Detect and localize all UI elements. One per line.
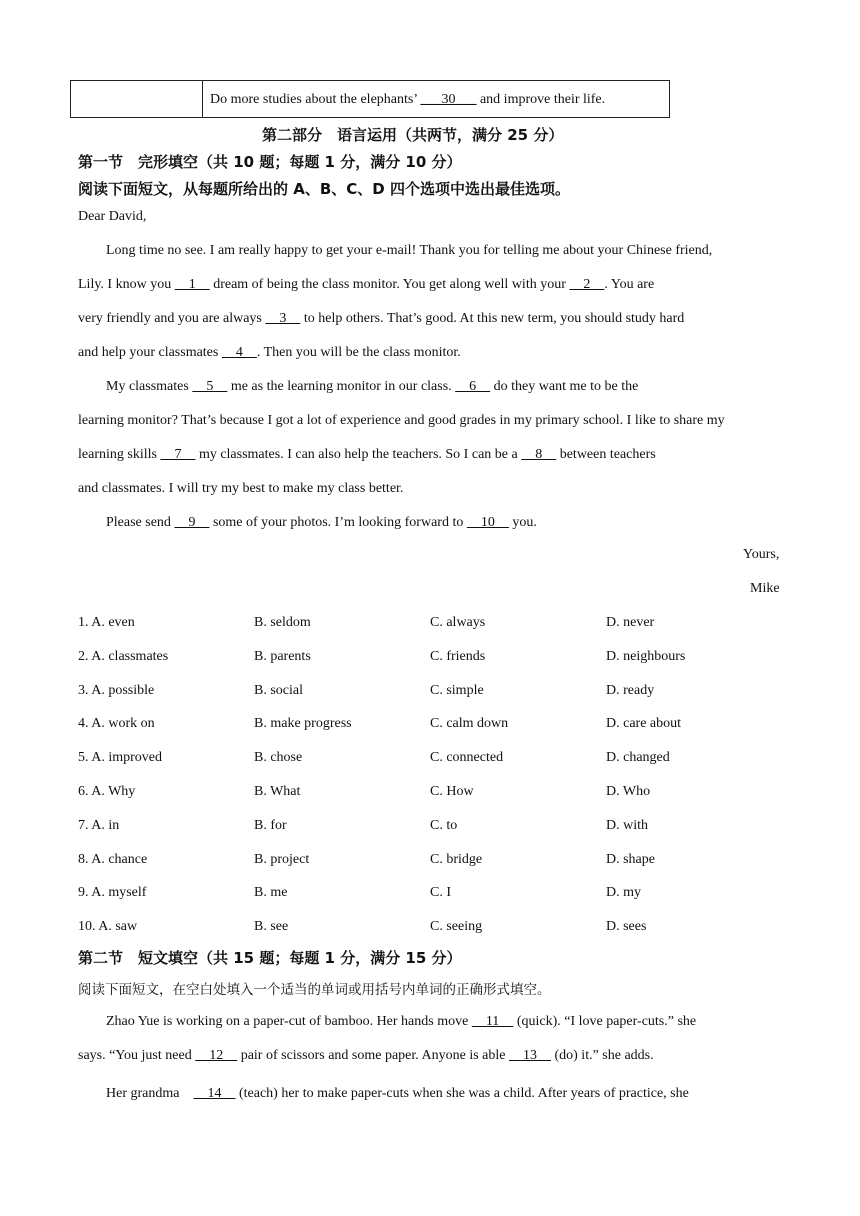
table-empty-cell xyxy=(71,81,203,117)
table-text-end: and improve their life. xyxy=(476,92,606,107)
answer-blank: 13 xyxy=(508,1048,551,1063)
option-b: B. chose xyxy=(254,750,303,766)
answer-blank: 2 xyxy=(569,277,605,292)
option-d: D. changed xyxy=(606,750,670,766)
option-d: D. Who xyxy=(606,784,651,799)
question-option-a: 4. A. work on xyxy=(78,716,155,732)
text-line xyxy=(78,1048,783,1064)
text-segment: very friendly and you are always xyxy=(78,311,266,326)
option-c: C. bridge xyxy=(430,851,483,867)
text-segment: Please send xyxy=(78,515,175,530)
answer-blank: 11 xyxy=(471,1014,514,1029)
text-segment: do they want me to be the xyxy=(490,379,639,394)
answer-blank: 7 xyxy=(160,447,196,462)
answer-blank: 9 xyxy=(174,515,210,530)
option-d: D. with xyxy=(606,817,648,833)
answer-blank: 8 xyxy=(521,447,557,462)
text-segment: . Then you will be the class monitor. xyxy=(256,345,461,360)
option-c: C. simple xyxy=(430,682,484,698)
text-segment: (teach) her to make paper-cuts when she was a child. After years of practice, she xyxy=(235,1086,689,1101)
option-d: D. neighbours xyxy=(606,648,686,664)
option-b: B. social xyxy=(254,682,303,698)
question-option-a: 5. A. improved xyxy=(78,750,162,766)
text-segment: Her grandma xyxy=(78,1086,194,1101)
letter-greeting: Dear David, xyxy=(78,209,147,224)
text-line xyxy=(78,1082,783,1102)
text-segment: learning monitor? That’s because I got a lot of experience and good grades in my primary school. I like to share my xyxy=(78,413,725,428)
text-line xyxy=(78,447,783,463)
question-option-a: 7. A. in xyxy=(78,817,120,833)
option-c: C. How xyxy=(430,784,474,799)
option-d: D. never xyxy=(606,615,655,630)
answer-blank: 12 xyxy=(195,1048,238,1063)
option-c: C. friends xyxy=(430,648,486,664)
text-segment: Long time no see. I am really happy to get your e-mail! Thank you for telling me about your Chinese friend, xyxy=(78,243,713,258)
question-option-a: 6. A. Why xyxy=(78,784,136,799)
option-b: B. for xyxy=(254,817,287,833)
text-line xyxy=(78,379,783,395)
option-d: D. ready xyxy=(606,682,655,698)
answer-blank: 5 xyxy=(192,379,228,394)
text-line xyxy=(78,243,783,259)
text-segment: you. xyxy=(508,515,537,530)
option-c: C. calm down xyxy=(430,716,509,732)
text-line xyxy=(78,413,783,429)
question-option-a: 1. A. even xyxy=(78,615,135,630)
option-c: C. always xyxy=(430,615,486,630)
table-text: Do more studies about the elephants’ xyxy=(210,92,421,107)
option-b: B. parents xyxy=(254,648,311,664)
question-option-a: 9. A. myself xyxy=(78,885,147,901)
answer-blank: 4 xyxy=(221,345,257,360)
text-segment: between teachers xyxy=(556,447,656,462)
letter-closing: Yours, xyxy=(743,547,780,562)
text-segment: and classmates. I will try my best to make my class better. xyxy=(78,481,404,496)
table-text-cell xyxy=(210,92,605,108)
text-segment: (quick). “I love paper-cuts.” she xyxy=(513,1014,697,1029)
question-option-a: 3. A. possible xyxy=(78,682,155,698)
question-option-a: 8. A. chance xyxy=(78,851,148,867)
option-c: C. seeing xyxy=(430,919,483,935)
option-b: B. see xyxy=(254,919,289,935)
text-line xyxy=(78,277,783,293)
text-segment: (do) it.” she adds. xyxy=(550,1048,654,1063)
option-b: B. What xyxy=(254,784,301,799)
part-title: 第二部分 语言运用（共两节，满分 25 分） xyxy=(262,126,564,144)
section2-instruction: 阅读下面短文，在空白处填入一个适当的单词或用括号内单词的正确形式填空。 xyxy=(78,982,551,998)
section1-instruction: 阅读下面短文，从每题所给出的 A、B、C、D 四个选项中选出最佳选项。 xyxy=(78,180,570,198)
answer-blank: 6 xyxy=(455,379,491,394)
option-b: B. me xyxy=(254,885,288,901)
answer-blank: 14 xyxy=(193,1086,236,1101)
text-segment: me as the learning monitor in our class. xyxy=(227,379,456,394)
option-d: D. shape xyxy=(606,851,655,867)
text-line xyxy=(78,345,783,361)
text-segment: Zhao Yue is working on a paper-cut of bamboo. Her hands move xyxy=(78,1014,472,1029)
option-c: C. connected xyxy=(430,750,504,766)
option-b: B. project xyxy=(254,851,310,867)
question-option-a: 10. A. saw xyxy=(78,919,138,935)
option-c: C. I xyxy=(430,885,451,901)
text-line xyxy=(78,311,783,327)
text-segment: and help your classmates xyxy=(78,345,222,360)
letter-signature: Mike xyxy=(750,581,780,596)
section2-title: 第二节 短文填空（共 15 题；每题 1 分，满分 15 分） xyxy=(78,949,462,967)
text-segment: pair of scissors and some paper. Anyone is able xyxy=(237,1048,509,1063)
text-segment: . You are xyxy=(604,277,655,292)
text-segment: Lily. I know you xyxy=(78,277,175,292)
blank-30: ___30___ xyxy=(420,92,477,107)
text-segment: says. “You just need xyxy=(78,1048,196,1063)
text-segment: to help others. That’s good. At this new term, you should study hard xyxy=(300,311,685,326)
question-option-a: 2. A. classmates xyxy=(78,648,169,664)
option-b: B. seldom xyxy=(254,615,311,630)
option-d: D. my xyxy=(606,885,641,901)
text-line xyxy=(78,515,783,531)
text-segment: my classmates. I can also help the teachers. So I can be a xyxy=(195,447,522,462)
answer-blank: 10 xyxy=(466,515,509,530)
text-line xyxy=(78,481,783,497)
text-segment: some of your photos. I’m looking forward to xyxy=(209,515,467,530)
answer-blank: 1 xyxy=(174,277,210,292)
option-c: C. to xyxy=(430,817,458,833)
text-line xyxy=(78,1014,783,1030)
option-b: B. make progress xyxy=(254,716,352,732)
option-d: D. sees xyxy=(606,919,647,935)
option-d: D. care about xyxy=(606,716,682,732)
text-segment: My classmates xyxy=(78,379,193,394)
answer-table-row xyxy=(70,80,670,118)
answer-blank: 3 xyxy=(265,311,301,326)
section1-title: 第一节 完形填空（共 10 题；每题 1 分，满分 10 分） xyxy=(78,153,462,171)
text-segment: dream of being the class monitor. You get along well with your xyxy=(209,277,570,292)
text-segment: learning skills xyxy=(78,447,161,462)
